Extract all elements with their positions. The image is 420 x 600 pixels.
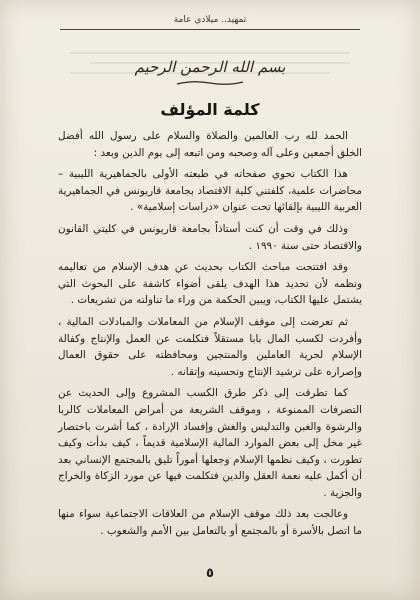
paragraph: وقد افتتحت مباحث الكتاب بحديث عن هدف الإسلام من تعاليمه ونظمه لأن تحديد هذا الهدف يلقى أضواء كاشفة على البحوث التي يشتمل عليها الكتاب، ويبين الحكمة من وراء ما تناولته من تشريعات .	[58, 261, 362, 307]
paragraph: الحمد لله رب العالمين والصلاة والسلام على رسول الله أفضل الخلق أجمعين وعلى آله وصحبه ومن اتبعه إلى يوم الدين وبعد :	[58, 130, 362, 159]
paragraph: وعالجت بعد ذلك موقف الإسلام من العلاقات الاجتماعية سواء منها ما اتصل بالأسرة أو بالمجتمع أو بالتعامل بين الأمم والشعوب .	[58, 508, 362, 538]
paragraph: ثم تعرضت إلى موقف الإسلام من المعاملات والمبادلات المالية ، وأفردت لكسب المال بابا مستقلاً فتكلمت عن العمل والإنتاج وكفالة الإسلام لحرية العاملين والمنتجين ومحافظته على حقوق العمال وإصراره على ترشيد الإنتاج وتحسينه وإتقانه .	[58, 315, 362, 378]
bismillah-text: بسم الله الرحمن الرحيم	[134, 58, 286, 76]
section-title: كلمة المؤلف	[160, 100, 260, 119]
page-number: ٥	[206, 566, 214, 581]
body-text	[58, 128, 362, 545]
calligraphy-flourish-icon	[175, 80, 245, 86]
paragraph: هذا الكتاب تحوي صفحاته في طبعته الأولى بالجماهيرية الليبية – محاضرات علمية، كلفتني كلية الاقتصاد بجامعة قاريونس في الجماهيرية العربية الليبية بإلقائها تحت عنوان «دراسات إسلامية» .	[58, 168, 362, 214]
bismillah-calligraphy	[0, 58, 420, 86]
running-header: تمهيد.. ميلادي عامة	[60, 13, 360, 30]
paragraph: وذلك في وقت أن كنت أستاذاً بجامعة قاريونس في كليتي القانون والاقتصاد حتى سنة ١٩٩٠ .	[58, 222, 362, 252]
paragraph: كما تطرقت إلى ذكر طرق الكسب المشروع وإلى الحديث عن التصرفات الممنوعة ، وموقف الشريعة من أمراض المعاملات كالربا والرشوة والغبن والتدليس والغش وإفساد الإرادة ، كما أشرت باختصار غير مخل إلى بعض الموارد المالية الإسلامية قديماً ، كيف بدأت وكيف تطورت ، وكيف نظمها الإسلام وجعلها أموراً تليق بالمجتمع الإنساني بعد أن أكمل عليه نعمة العقل والدين فتكلمت فيها عن مورد الزكاة والخراج والجزية .	[58, 387, 362, 499]
